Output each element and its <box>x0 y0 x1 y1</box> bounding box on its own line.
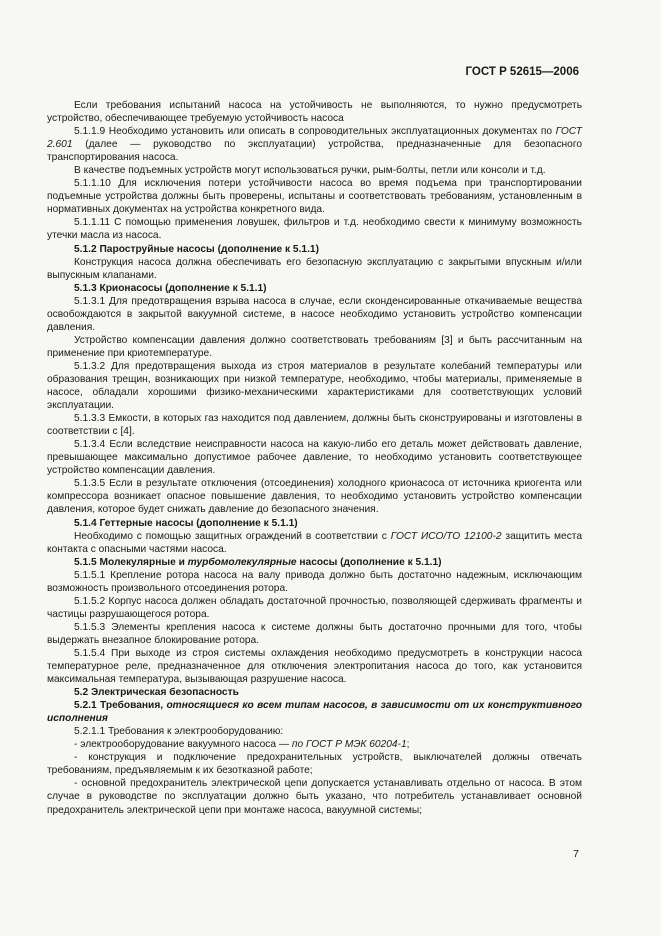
list-item <box>47 738 582 751</box>
paragraph: В качестве подъемных устройств могут использоваться ручки, рым-болты, петли или консоли и т.д. <box>74 165 546 177</box>
section-heading-5-2-1 <box>47 699 582 725</box>
clause-5-1-3-3: 5.1.3.3 Емкости, в которых газ находится под давлением, должны быть сконструированы и изготовлены в соответствии с [4]. <box>47 413 582 438</box>
section-heading-5-1-4: 5.1.4 Геттерные насосы (дополнение к 5.1.1) <box>74 517 298 529</box>
clause-5-1-3-5: 5.1.3.5 Если в результате отключения (отсоединения) холодного крионасоса от источника криогента или компрессора возникает опасное повышение давления, то необходимо установить устройство компенсации давления, которое будет снижать давление до безопасного значения. <box>47 478 582 516</box>
section-heading-5-1-5 <box>47 556 582 569</box>
standard-reference: по ГОСТ Р МЭК 60204-1 <box>291 739 407 751</box>
paragraph <box>47 530 582 556</box>
heading-text: 5.2.1 Требования, <box>74 700 167 712</box>
clause-5-1-1-9 <box>47 125 582 164</box>
clause-5-1-3-1: 5.1.3.1 Для предотвращения взрыва насоса в случае, если сконденсированные откачиваемые вещества освобождаются в закрытой вакуумной системе, в насосе необходимо установить устройство компенсации давления. <box>47 295 582 333</box>
clause-5-1-5-4: 5.1.5.4 При выходе из строя системы охлаждения необходимо предусмотреть в конструкции насоса температурное реле, предназначенное для отключения электропитания насоса до того, как установится максимальная температура, вызывающая разрушение насоса. <box>47 647 582 686</box>
document-body <box>47 99 582 817</box>
list-item: - основной предохранитель электрической цепи допускается устанавливать отдельно от насоса. В этом случае в руководстве по эксплуатации должно быть указано, что потребитель устанавливает основной предохранитель электрической цепи при монтаже насоса, вакуумной системы; <box>47 778 582 816</box>
list-item: - конструкция и подключение предохранительных устройств, выключателей должны отвечать требованиям, предъявляемым к их безотказной работе; <box>47 752 582 777</box>
clause-5-1-3-2: 5.1.3.2 Для предотвращения выхода из строя материалов в результате колебаний температуры или образования трещин, возникающих при низкой температуре, необходимо, чтобы материалы, применяемые в насосе, обладали хорошими физико-механическими характеристиками для соответствующих условий эксплуатации. <box>47 360 582 412</box>
section-heading-5-1-3: 5.1.3 Крионасосы (дополнение к 5.1.1) <box>74 282 267 294</box>
heading-text: 5.1.5 Молекулярные и <box>74 556 188 568</box>
heading-italic-text: турбомолекулярные <box>187 556 297 568</box>
page-number: 7 <box>573 848 579 860</box>
paragraph: Устройство компенсации давления должно соответствовать требованиям [3] и быть рассчитанным на применение при криотемпературе. <box>47 334 582 359</box>
clause-text: (далее — руководство по эксплуатации) устройства, предназначенные для безопасного транспортирования насоса. <box>47 139 582 164</box>
section-heading-5-2: 5.2 Электрическая безопасность <box>74 687 239 699</box>
standard-reference: ГОСТ 2.601 <box>47 126 582 151</box>
clause-5-1-1-10: 5.1.1.10 Для исключения потери устойчивости насоса во время подъема при транспортировании подъемные устройства должны быть проверены, испытаны и соответствовать требованиям, установленным в нормативных документах на устройства конкретного вида. <box>47 178 582 216</box>
clause-5-1-3-4: 5.1.3.4 Если вследствие неисправности насоса на какую-либо его деталь может действовать давление, превышающее максимально допустимое рабочее давление, то необходимо установить соответствующее устройство компенсации давления. <box>47 439 582 477</box>
clause-text: 5.1.1.9 Необходимо установить или описать в сопроводительных эксплуатационных документах по <box>74 126 556 138</box>
clause-5-1-5-3: 5.1.5.3 Элементы крепления насоса к системе должны быть достаточно прочными для того, чтобы выдержать внезапное блокирование ротора. <box>47 621 582 646</box>
section-heading-5-1-2: 5.1.2 Пароструйные насосы (дополнение к 5.1.1) <box>74 243 319 255</box>
heading-text: насосы (дополнение к 5.1.1) <box>296 556 442 568</box>
clause-5-2-1-1: 5.2.1.1 Требования к электрооборудованию: <box>74 726 284 738</box>
heading-italic-text: относящиеся ко всем типам насосов, в зависимости от их конструктивного исполнения <box>47 700 582 725</box>
paragraph-text: Необходимо с помощью защитных ограждений в соответствии с <box>74 530 391 542</box>
document-header: ГОСТ Р 52615—2006 <box>465 66 579 78</box>
clause-5-1-5-1: 5.1.5.1 Крепление ротора насоса на валу привода должно быть достаточно надежным, исключающим возможность произвольного отсоединения ротора. <box>47 569 582 594</box>
list-item-text: - электрооборудование вакуумного насоса — <box>74 739 292 751</box>
paragraph-text: защитить места контакта с опасными частями насоса. <box>47 530 583 555</box>
list-item-text: ; <box>406 739 410 751</box>
standard-reference: ГОСТ ИСО/ТО 12100-2 <box>390 530 502 542</box>
paragraph: Если требования испытаний насоса на устойчивость не выполняются, то нужно предусмотреть устройство, обеспечивающее требуемую устойчивость насоса <box>47 100 582 125</box>
clause-5-1-5-2: 5.1.5.2 Корпус насоса должен обладать достаточной прочностью, позволяющей сдерживать фрагменты и частицы разрушающегося ротора. <box>47 595 582 620</box>
paragraph: Конструкция насоса должна обеспечивать его безопасную эксплуатацию с закрытыми впускным и/или выпускным клапанами. <box>47 256 582 281</box>
clause-5-1-1-11: 5.1.1.11 С помощью применения ловушек, фильтров и т.д. необходимо свести к минимуму возможность утечки масла из насоса. <box>47 217 582 242</box>
